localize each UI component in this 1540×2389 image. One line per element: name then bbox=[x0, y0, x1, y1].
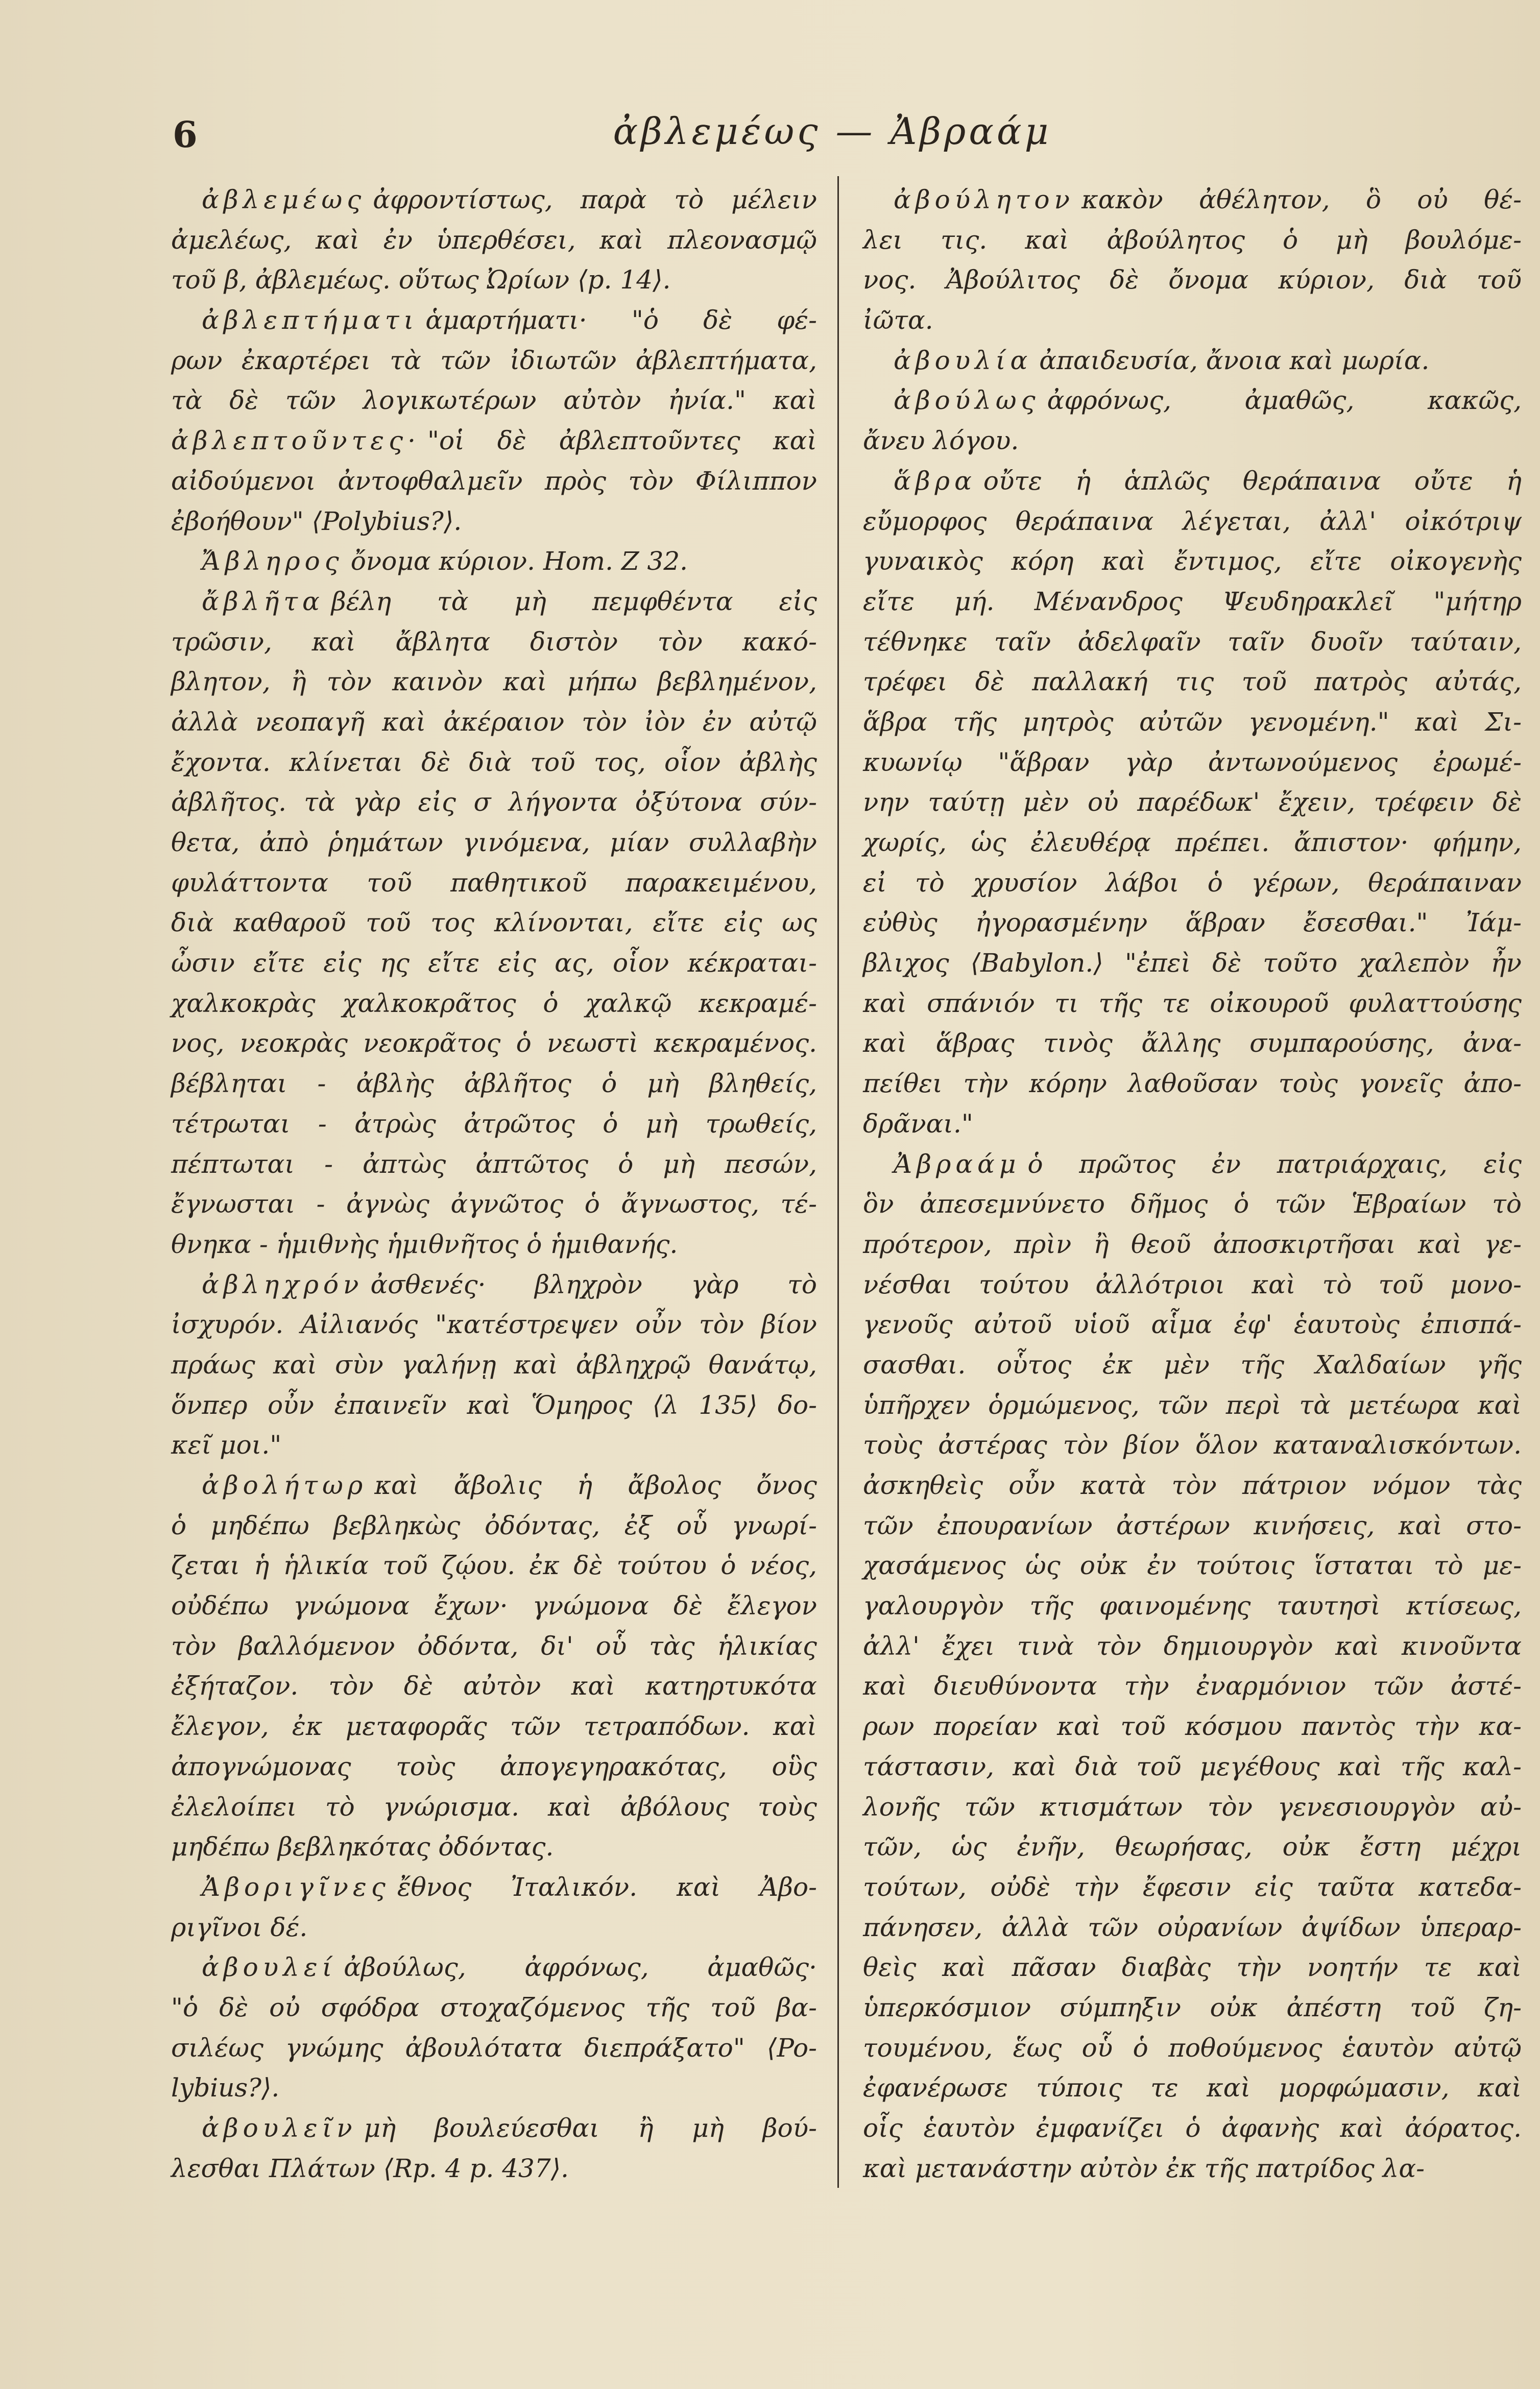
text-line bbox=[171, 1747, 817, 1787]
line-text: γενοῦς αὐτοῦ υἱοῦ αἷμα ἐφ' ἑαυτοὺς ἐπισπά- bbox=[863, 1310, 1522, 1340]
text-line bbox=[863, 1908, 1522, 1948]
line-text: ἰσχυρόν. Αἰλιανός "κατέστρεψεν οὖν τὸν βίον bbox=[171, 1310, 817, 1340]
line-text: τρῶσιν, καὶ ἄβλητα διστὸν τὸν κακό- bbox=[171, 626, 817, 657]
line-text: τὰ δὲ τῶν λογικωτέρων αὐτὸν ἠνία." καὶ bbox=[171, 385, 817, 416]
text-line bbox=[171, 1023, 817, 1064]
line-text: κεῖ μοι." bbox=[171, 1430, 282, 1460]
text-line bbox=[863, 220, 1522, 260]
text-line bbox=[171, 782, 817, 823]
text-line bbox=[171, 501, 817, 542]
text-line bbox=[171, 1787, 817, 1827]
line-text: εἰ τὸ χρυσίον λάβοι ὁ γέρων, θεράπαιναν bbox=[863, 867, 1522, 898]
entry-start-line bbox=[171, 1947, 817, 1988]
entry-start-line bbox=[863, 380, 1522, 421]
text-line bbox=[171, 863, 817, 903]
text-line bbox=[171, 1224, 817, 1265]
line-text: οὐδέπω γνώμονα ἔχων· γνώμονα δὲ ἔλεγον bbox=[171, 1591, 817, 1621]
text-line bbox=[863, 1706, 1522, 1747]
line-text: δρᾶναι." bbox=[863, 1108, 973, 1139]
text-line bbox=[171, 461, 817, 501]
line-text: οἷς ἑαυτὸν ἐμφανίζει ὁ ἀφανὴς καὶ ἀόρατος. bbox=[863, 2113, 1522, 2143]
entry-start-line bbox=[171, 582, 817, 622]
text-line bbox=[863, 1425, 1522, 1465]
page-number: 6 bbox=[173, 113, 198, 156]
text-line bbox=[171, 1506, 817, 1546]
headword: ἅβρα bbox=[894, 466, 976, 496]
text-line bbox=[171, 983, 817, 1024]
line-text: ἀβλῆτος. τὰ γὰρ εἰς σ λήγοντα ὀξύτονα σύν- bbox=[171, 787, 817, 817]
line-text: ἀφρόνως, ἀμαθῶς, κακῶς, bbox=[1047, 385, 1522, 416]
line-text: ἐβοήθουν" ⟨Polybius?⟩. bbox=[171, 506, 462, 536]
line-text: ἀφροντίστως, παρὰ τὸ μέλειν bbox=[373, 185, 817, 214]
text-line bbox=[863, 421, 1522, 461]
column-divider bbox=[837, 176, 839, 2188]
line-text: τέτρωται - ἀτρὼς ἀτρῶτος ὁ μὴ τρωθείς, bbox=[171, 1108, 817, 1139]
line-text: lybius?⟩. bbox=[171, 2073, 280, 2103]
line-text: ἔλεγον, ἐκ μεταφορᾶς τῶν τετραπόδων. καὶ bbox=[171, 1711, 817, 1742]
text-line bbox=[863, 1184, 1522, 1224]
text-line bbox=[863, 1465, 1522, 1506]
line-text: κυωνίῳ "ἅβραν γὰρ ἀντωνούμενος ἐρωμέ- bbox=[863, 747, 1522, 777]
headword: ἀβουλεῖν bbox=[202, 2113, 357, 2143]
text-line bbox=[171, 380, 817, 421]
text-line bbox=[863, 1666, 1522, 1706]
line-text: ρων πορείαν καὶ τοῦ κόσμου παντὸς τὴν κα- bbox=[863, 1711, 1522, 1742]
line-text: καὶ ἄβολις ἡ ἄβολος ὄνος bbox=[374, 1470, 817, 1500]
entry-start-line bbox=[863, 461, 1522, 501]
line-text: ὁ πρῶτος ἐν πατριάρχαις, εἰς bbox=[1027, 1149, 1522, 1179]
line-text: νέσθαι τούτου ἀλλότριοι καὶ τὸ τοῦ μονο- bbox=[863, 1269, 1522, 1299]
text-line bbox=[863, 2149, 1522, 2189]
line-text: ἐξήταζον. τὸν δὲ αὐτὸν καὶ κατηρτυκότα bbox=[171, 1671, 817, 1701]
entry-start-line bbox=[171, 180, 817, 220]
text-line bbox=[863, 1023, 1522, 1064]
line-text: πάνησεν, ἀλλὰ τῶν οὐρανίων ἀψίδων ὑπεραρ- bbox=[863, 1912, 1522, 1942]
text-line bbox=[171, 1385, 817, 1426]
line-text: ἐφανέρωσε τύποις τε καὶ μορφώμασιν, καὶ bbox=[863, 2073, 1522, 2103]
line-text: ἀπαιδευσία, ἄνοια καὶ μωρία. bbox=[1039, 345, 1430, 375]
text-line bbox=[863, 1104, 1522, 1144]
text-line bbox=[863, 1626, 1522, 1667]
line-text: λεσθαι Πλάτων ⟨Rp. 4 p. 437⟩. bbox=[171, 2153, 569, 2183]
text-line bbox=[171, 1827, 817, 1867]
text-line bbox=[863, 943, 1522, 983]
text-line bbox=[171, 1666, 817, 1706]
line-text: ὄνομα κύριον. Hom. Ζ 32. bbox=[350, 546, 688, 576]
line-text: καὶ διευθύνοντα τὴν ἐναρμόνιον τῶν ἀστέ- bbox=[863, 1671, 1522, 1701]
line-text: ἀσθενές· βληχρὸν γὰρ τὸ bbox=[370, 1269, 817, 1299]
line-text: χασάμενος ὡς οὐκ ἐν τούτοις ἵσταται τὸ με- bbox=[863, 1551, 1522, 1581]
entry-start-line bbox=[171, 2108, 817, 2149]
headword: ἀβλεπτοῦντες· bbox=[171, 426, 420, 456]
text-line bbox=[863, 501, 1522, 542]
line-text: καὶ ἅβρας τινὸς ἄλλης συμπαρούσης, ἀνα- bbox=[863, 1028, 1522, 1058]
text-line bbox=[863, 582, 1522, 622]
line-text: ὃν ἀπεσεμνύνετο δῆμος ὁ τῶν Ἑβραίων τὸ bbox=[863, 1189, 1522, 1219]
headword: ἀβληχρόν bbox=[202, 1269, 364, 1299]
line-text: μὴ βουλεύεσθαι ἢ μὴ βού- bbox=[364, 2113, 817, 2143]
text-line bbox=[863, 1385, 1522, 1426]
line-text: "ὁ δὲ οὐ σφόδρα στοχαζόμενος τῆς τοῦ βα- bbox=[171, 1992, 817, 2022]
text-line bbox=[863, 1506, 1522, 1546]
line-text: ὁ μηδέπω βεβληκὼς ὀδόντας, ἐξ οὗ γνωρί- bbox=[171, 1510, 817, 1540]
entry-start-line bbox=[863, 1144, 1522, 1185]
line-text: ὅνπερ οὖν ἐπαινεῖν καὶ Ὅμηρος ⟨λ 135⟩ δο- bbox=[171, 1390, 817, 1420]
line-text: ὑπερκόσμιον σύμπηξιν οὐκ ἀπέστη τοῦ ζη- bbox=[863, 1992, 1522, 2022]
text-line bbox=[863, 782, 1522, 823]
line-text: ὑπῆρχεν ὁρμώμενος, τῶν περὶ τὰ μετέωρα καὶ bbox=[863, 1390, 1522, 1420]
line-text: ἄνευ λόγου. bbox=[863, 426, 1019, 456]
line-text: ἀβούλως, ἀφρόνως, ἀμαθῶς· bbox=[344, 1952, 817, 1983]
line-text: κακὸν ἀθέλητον, ὃ οὐ θέ- bbox=[1081, 185, 1522, 214]
text-line bbox=[171, 1064, 817, 1104]
line-text: ἔθνος Ἰταλικόν. καὶ Ἀβο- bbox=[397, 1872, 817, 1902]
line-text: ἀσκηθεὶς οὖν κατὰ τὸν πάτριον νόμον τὰς bbox=[863, 1470, 1522, 1500]
line-text: ἔγνωσται - ἀγνὼς ἀγνῶτος ὁ ἄγνωστος, τέ- bbox=[171, 1189, 817, 1219]
line-text: αἰδούμενοι ἀντοφθαλμεῖν πρὸς τὸν Φίλιππον bbox=[171, 466, 817, 496]
text-line bbox=[171, 1104, 817, 1144]
headword: ἀβολήτωρ bbox=[202, 1470, 368, 1500]
text-line bbox=[863, 1345, 1522, 1385]
text-line bbox=[863, 1947, 1522, 1988]
line-text: λει τις. καὶ ἀβούλητος ὁ μὴ βουλόμε- bbox=[863, 225, 1522, 255]
headword: ἀβουλία bbox=[894, 345, 1032, 375]
text-line bbox=[171, 823, 817, 863]
headword: ἀβούλως bbox=[894, 385, 1040, 416]
headword: Ἄβληρος bbox=[202, 546, 344, 576]
line-text: ἔχοντα. κλίνεται δὲ διὰ τοῦ τος, οἷον ἀβλὴς bbox=[171, 747, 817, 777]
text-line bbox=[863, 742, 1522, 783]
line-text: ρων ἐκαρτέρει τὰ τῶν ἰδιωτῶν ἀβλεπτήματα, bbox=[171, 345, 817, 375]
text-line bbox=[863, 1586, 1522, 1626]
text-line bbox=[171, 1184, 817, 1224]
text-line bbox=[863, 541, 1522, 582]
headword: Ἀβοριγῖνες bbox=[202, 1872, 390, 1902]
text-line bbox=[171, 1546, 817, 1586]
line-text: πέπτωται - ἀπτὼς ἀπτῶτος ὁ μὴ πεσών, bbox=[171, 1149, 817, 1179]
line-text: χωρίς, ὡς ἐλευθέρᾳ πρέπει. ἄπιστον· φήμην, bbox=[863, 828, 1522, 857]
line-text: διὰ καθαροῦ τοῦ τος κλίνονται, εἴτε εἰς ως bbox=[171, 908, 817, 938]
entry-start-line bbox=[863, 341, 1522, 381]
line-text: τῶν ἐπουρανίων ἀστέρων κινήσεις, καὶ στο- bbox=[863, 1510, 1522, 1540]
text-line bbox=[863, 1787, 1522, 1827]
text-line bbox=[863, 662, 1522, 702]
text-line bbox=[863, 1747, 1522, 1787]
entry-start-line bbox=[171, 1867, 817, 1908]
text-line bbox=[863, 300, 1522, 341]
left-column bbox=[171, 180, 817, 2188]
line-text: νος. Ἀβούλιτος δὲ ὄνομα κύριον, διὰ τοῦ bbox=[863, 265, 1522, 295]
text-line bbox=[171, 662, 817, 702]
line-text: τρέφει δὲ παλλακή τις τοῦ πατρὸς αὐτάς, bbox=[863, 667, 1522, 697]
text-line bbox=[171, 943, 817, 983]
running-title: ἀβλεμέως — Ἀβραάμ bbox=[613, 110, 1052, 153]
text-line bbox=[171, 341, 817, 381]
line-text: σιλέως γνώμης ἀβουλότατα διεπράξατο" ⟨Po- bbox=[171, 2033, 817, 2063]
text-line bbox=[863, 1546, 1522, 1586]
headword: Ἀβραάμ bbox=[894, 1149, 1021, 1179]
text-line bbox=[863, 863, 1522, 903]
headword: ἀβλεπτήματι bbox=[202, 305, 419, 335]
line-text: τέθνηκε ταῖν ἀδελφαῖν ταῖν δυοῖν ταύταιν, bbox=[863, 626, 1522, 657]
line-text: ἁμαρτήματι· "ὁ δὲ φέ- bbox=[425, 305, 817, 335]
text-line bbox=[863, 1988, 1522, 2028]
line-text: ἀπογνώμονας τοὺς ἀπογεγηρακότας, οὓς bbox=[171, 1751, 817, 1781]
text-line bbox=[171, 742, 817, 783]
text-line bbox=[863, 983, 1522, 1024]
line-text: εἴτε μή. Μένανδρος Ψευδηρακλεῖ "μήτηρ bbox=[863, 586, 1522, 616]
text-line bbox=[863, 702, 1522, 742]
headword: ἄβλῆτα bbox=[202, 586, 324, 616]
entry-start-line bbox=[863, 180, 1522, 220]
text-line bbox=[171, 1144, 817, 1185]
line-text: γαλουργὸν τῆς φαινομένης ταυτησὶ κτίσεως, bbox=[863, 1591, 1522, 1621]
line-text: εὔμορφος θεράπαινα λέγεται, ἀλλ' οἰκότριψ bbox=[863, 506, 1522, 536]
line-text: πείθει τὴν κόρην λαθοῦσαν τοὺς γονεῖς ἀπο- bbox=[863, 1069, 1522, 1099]
line-text: ἀλλ' ἔχει τινὰ τὸν δημιουργὸν καὶ κινοῦντα bbox=[863, 1631, 1522, 1661]
entry-start-line bbox=[171, 1265, 817, 1305]
line-text: βλητον, ἢ τὸν καινὸν καὶ μήπω βεβλημένον, bbox=[171, 667, 817, 697]
line-text: ἀλλὰ νεοπαγῆ καὶ ἀκέραιον τὸν ἰὸν ἐν αὐτῷ bbox=[171, 707, 817, 737]
line-text: θετα, ἀπὸ ῥημάτων γινόμενα, μίαν συλλαβὴν bbox=[171, 828, 817, 857]
text-line bbox=[863, 903, 1522, 943]
text-line bbox=[171, 1908, 817, 1948]
text-line bbox=[863, 260, 1522, 300]
line-text: πράως καὶ σὺν γαλήνῃ καὶ ἀβληχρῷ θανάτῳ, bbox=[171, 1349, 817, 1380]
text-line bbox=[171, 260, 817, 300]
line-text: τῶν, ὡς ἐνῆν, θεωρήσας, οὐκ ἔστη μέχρι bbox=[863, 1832, 1522, 1862]
right-column bbox=[863, 180, 1522, 2188]
text-line bbox=[863, 2068, 1522, 2108]
line-text: τὸν βαλλόμενον ὀδόντα, δι' οὗ τὰς ἡλικίας bbox=[171, 1631, 817, 1661]
text-line bbox=[863, 2028, 1522, 2068]
line-text: πρότερον, πρὶν ἢ θεοῦ ἀποσκιρτῆσαι καὶ γε- bbox=[863, 1229, 1522, 1259]
text-line bbox=[863, 1867, 1522, 1908]
text-line bbox=[171, 2068, 817, 2108]
line-text: εὐθὺς ἠγορασμένην ἅβραν ἔσεσθαι." Ἰάμ- bbox=[863, 908, 1522, 938]
line-text: θεὶς καὶ πᾶσαν διαβὰς τὴν νοητήν τε καὶ bbox=[863, 1952, 1522, 1983]
text-line bbox=[863, 1064, 1522, 1104]
entry-start-line bbox=[171, 1465, 817, 1506]
line-text: καὶ μετανάστην αὐτὸν ἐκ τῆς πατρίδος λα- bbox=[863, 2153, 1425, 2183]
text-line bbox=[863, 823, 1522, 863]
line-text: νην ταύτῃ μὲν οὐ παρέδωκ' ἔχειν, τρέφειν δὲ bbox=[863, 787, 1522, 817]
line-text: μηδέπω βεβληκότας ὀδόντας. bbox=[171, 1832, 554, 1862]
text-line bbox=[171, 1988, 817, 2028]
text-line bbox=[171, 903, 817, 943]
text-line bbox=[863, 1827, 1522, 1867]
headword: ἀβουλεί bbox=[202, 1952, 337, 1983]
line-text: ἀμελέως, καὶ ἐν ὑπερθέσει, καὶ πλεονασμῷ bbox=[171, 225, 817, 255]
text-line bbox=[171, 1425, 817, 1465]
text-line bbox=[863, 1265, 1522, 1305]
entry-start-line bbox=[171, 421, 817, 461]
text-line bbox=[863, 622, 1522, 662]
line-text: τοὺς ἀστέρας τὸν βίον ὅλον καταναλισκόντων. bbox=[863, 1430, 1522, 1460]
line-text: τάστασιν, καὶ διὰ τοῦ μεγέθους καὶ τῆς καλ- bbox=[863, 1751, 1522, 1781]
line-text: βέβληται - ἀβλὴς ἀβλῆτος ὁ μὴ βληθείς, bbox=[171, 1069, 817, 1099]
line-text: τουμένου, ἕως οὗ ὁ ποθούμενος ἑαυτὸν αὐτῷ bbox=[863, 2033, 1522, 2063]
text-line bbox=[171, 2028, 817, 2068]
text-line bbox=[863, 1224, 1522, 1265]
line-text: οὔτε ἡ ἁπλῶς θεράπαινα οὔτε ἡ bbox=[983, 466, 1522, 496]
line-text: ἅβρα τῆς μητρὸς αὐτῶν γενομένη." καὶ Σι- bbox=[863, 707, 1522, 737]
line-text: λονῆς τῶν κτισμάτων τὸν γενεσιουργὸν αὐ- bbox=[863, 1792, 1522, 1822]
text-line bbox=[171, 622, 817, 662]
line-text: νος, νεοκρὰς νεοκρᾶτος ὁ νεωστὶ κεκραμένος. bbox=[171, 1028, 817, 1058]
text-line bbox=[171, 1345, 817, 1385]
line-text: θνηκα - ἡμιθνὴς ἡμιθνῆτος ὁ ἡμιθανής. bbox=[171, 1229, 678, 1259]
entry-start-line bbox=[171, 300, 817, 341]
line-text: χαλκοκρὰς χαλκοκρᾶτος ὁ χαλκῷ κεκραμέ- bbox=[171, 988, 817, 1018]
text-line bbox=[863, 1305, 1522, 1345]
line-text: τοῦ β, ἀβλεμέως. οὕτως Ὠρίων ⟨p. 14⟩. bbox=[171, 265, 671, 295]
line-text: ὦσιν εἴτε εἰς ης εἴτε εἰς ας, οἷον κέκραται- bbox=[171, 948, 817, 978]
line-text: φυλάττοντα τοῦ παθητικοῦ παρακειμένου, bbox=[171, 867, 817, 898]
line-text: καὶ σπάνιόν τι τῆς τε οἰκουροῦ φυλαττούσης bbox=[863, 988, 1522, 1018]
line-text: ριγῖνοι δέ. bbox=[171, 1912, 308, 1942]
text-line bbox=[171, 1586, 817, 1626]
line-text: βέλη τὰ μὴ πεμφθέντα εἰς bbox=[331, 586, 817, 616]
text-line bbox=[863, 2108, 1522, 2149]
line-text: τούτων, οὐδὲ τὴν ἔφεσιν εἰς ταῦτα κατεδα- bbox=[863, 1872, 1522, 1902]
text-line bbox=[171, 1305, 817, 1345]
text-line bbox=[171, 1626, 817, 1667]
text-line bbox=[171, 2149, 817, 2189]
entry-start-line bbox=[171, 541, 817, 582]
line-text: γυναικὸς κόρη καὶ ἔντιμος, εἴτε οἰκογενὴς bbox=[863, 546, 1522, 576]
line-text: ζεται ἡ ἡλικία τοῦ ζῴου. ἐκ δὲ τούτου ὁ νέος, bbox=[171, 1551, 817, 1581]
headword: ἀβούλητον bbox=[894, 185, 1074, 214]
headword: ἀβλεμέως bbox=[202, 185, 366, 214]
text-line bbox=[171, 702, 817, 742]
line-text: ἰῶτα. bbox=[863, 305, 933, 335]
line-text: βλιχος ⟨Babylon.⟩ "ἐπεὶ δὲ τοῦτο χαλεπὸν ἦν bbox=[863, 948, 1522, 978]
text-line bbox=[171, 1706, 817, 1747]
line-text: "οἱ δὲ ἀβλεπτοῦντες καὶ bbox=[427, 426, 817, 456]
line-text: ἐλελοίπει τὸ γνώρισμα. καὶ ἀβόλους τοὺς bbox=[171, 1792, 817, 1822]
line-text: σασθαι. οὗτος ἐκ μὲν τῆς Χαλδαίων γῆς bbox=[863, 1349, 1522, 1380]
text-line bbox=[171, 220, 817, 260]
